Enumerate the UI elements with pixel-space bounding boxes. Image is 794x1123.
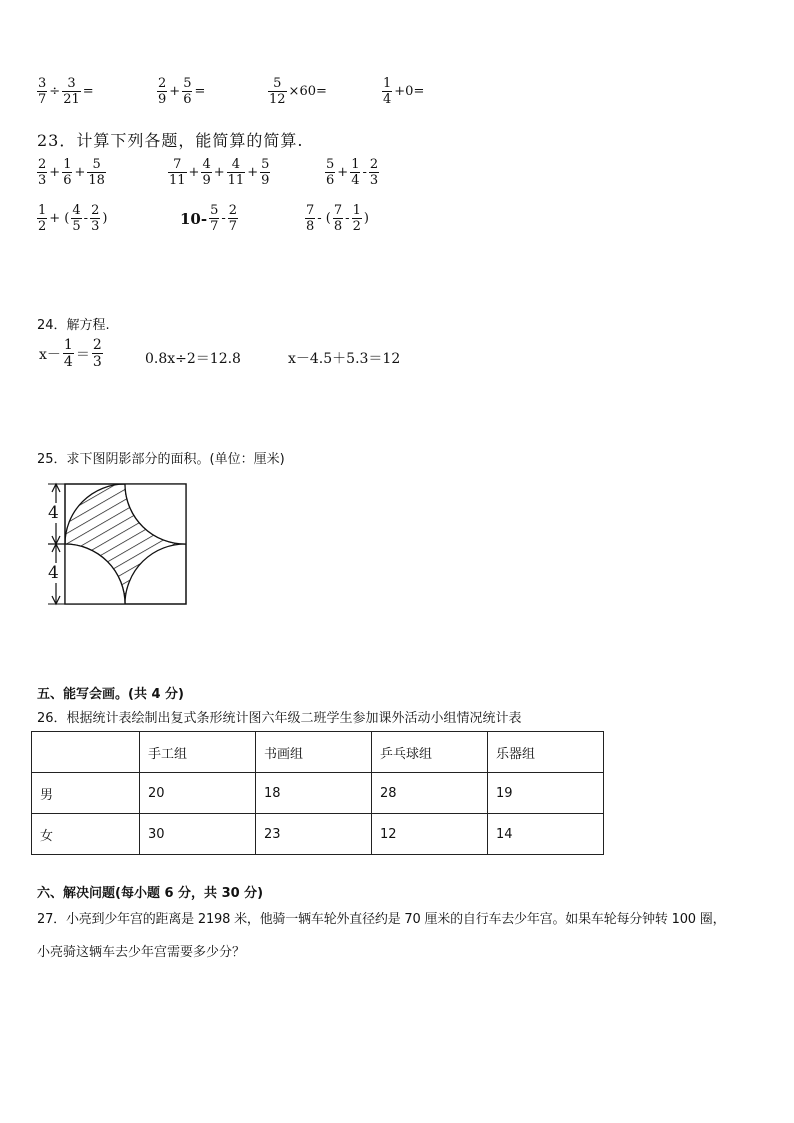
q22-expr-4: $\frac{1}{4}$ +0= — [383, 76, 425, 107]
q22-expr-2: $\frac{2}{9}$ + $\frac{5}{6}$ = — [158, 76, 206, 107]
table-cell: 乐器组 — [488, 732, 604, 773]
table-cell: 12 — [372, 814, 488, 855]
fraction: $\frac{3}{21}$ — [63, 76, 80, 107]
table-cell: 28 — [372, 773, 488, 814]
q26-title: 26．根据统计表绘制出复式条形统计图六年级二班学生参加课外活动小组情况统计表 — [37, 711, 522, 726]
q24-equation-3: x－4.5＋5.3＝12 — [288, 351, 401, 367]
q22-expr-1: $\frac{3}{7}$ ÷ $\frac{3}{21}$ = — [38, 76, 94, 107]
q27-line-1: 27．小亮到少年宫的距离是 2198 米，他骑一辆车轮外直径约是 70 厘米的自行车去少年宫。如果车轮每分钟转 100 圈， — [37, 912, 726, 927]
q24-equation-1: x－ $\frac{1}{4}$ ＝ $\frac{2}{3}$ — [39, 337, 102, 370]
fraction: $\frac{3}{7}$ — [38, 76, 47, 107]
q24-equation-2: 0.8x÷2＝12.8 — [145, 351, 241, 367]
table-header-row — [32, 732, 604, 773]
table-cell — [32, 732, 140, 773]
dimension-label-top: 4 — [48, 503, 59, 523]
table-cell: 20 — [140, 773, 256, 814]
q23-title: 23．计算下列各题，能简算的简算. — [37, 131, 304, 150]
table-cell: 18 — [256, 773, 372, 814]
table-row — [32, 814, 604, 855]
q23-expr-2: $\frac{7}{11}$ + $\frac{4}{9}$ + $\frac{4}{11}$ + $\frac{5}{9}$ — [169, 157, 270, 188]
table-cell: 女 — [32, 814, 140, 855]
q27-line-2: 小亮骑这辆车去少年宫需要多少分？ — [37, 945, 246, 960]
q23-expr-5: 10- $\frac{5}{7}$ - $\frac{2}{7}$ — [180, 203, 238, 234]
section-6-title: 六、解决问题(每小题 6 分，共 30 分) — [37, 886, 264, 901]
table-row — [32, 773, 604, 814]
section-5-title: 五、能写会画。(共 4 分) — [37, 687, 184, 702]
q23-expr-3: $\frac{5}{6}$ + $\frac{1}{4}$ - $\frac{2}{3}$ — [326, 157, 379, 188]
table-cell: 男 — [32, 773, 140, 814]
table-cell: 30 — [140, 814, 256, 855]
q24-title: 24．解方程. — [37, 318, 110, 333]
table-cell: 14 — [488, 814, 604, 855]
q23-expr-4: $\frac{1}{2}$ + ( $\frac{4}{5}$ - $\frac{2}{3}$ ) — [38, 203, 108, 234]
q23-expr-1: $\frac{2}{3}$ + $\frac{1}{6}$ + $\frac{5}{18}$ — [38, 157, 105, 188]
q22-expr-3: $\frac{5}{12}$ ×60= — [269, 76, 327, 107]
stats-table — [31, 731, 604, 855]
table-cell: 乒乓球组 — [372, 732, 488, 773]
dimension-label-bottom: 4 — [48, 563, 59, 583]
q23-expr-6: $\frac{7}{8}$ - ( $\frac{7}{8}$ - $\frac{1}{2}$ ) — [306, 203, 369, 234]
table-cell: 19 — [488, 773, 604, 814]
table-cell: 23 — [256, 814, 372, 855]
table-cell: 书画组 — [256, 732, 372, 773]
q25-title: 25．求下图阴影部分的面积。(单位：厘米) — [37, 452, 285, 467]
shaded-area-figure — [36, 478, 192, 610]
table-cell: 手工组 — [140, 732, 256, 773]
